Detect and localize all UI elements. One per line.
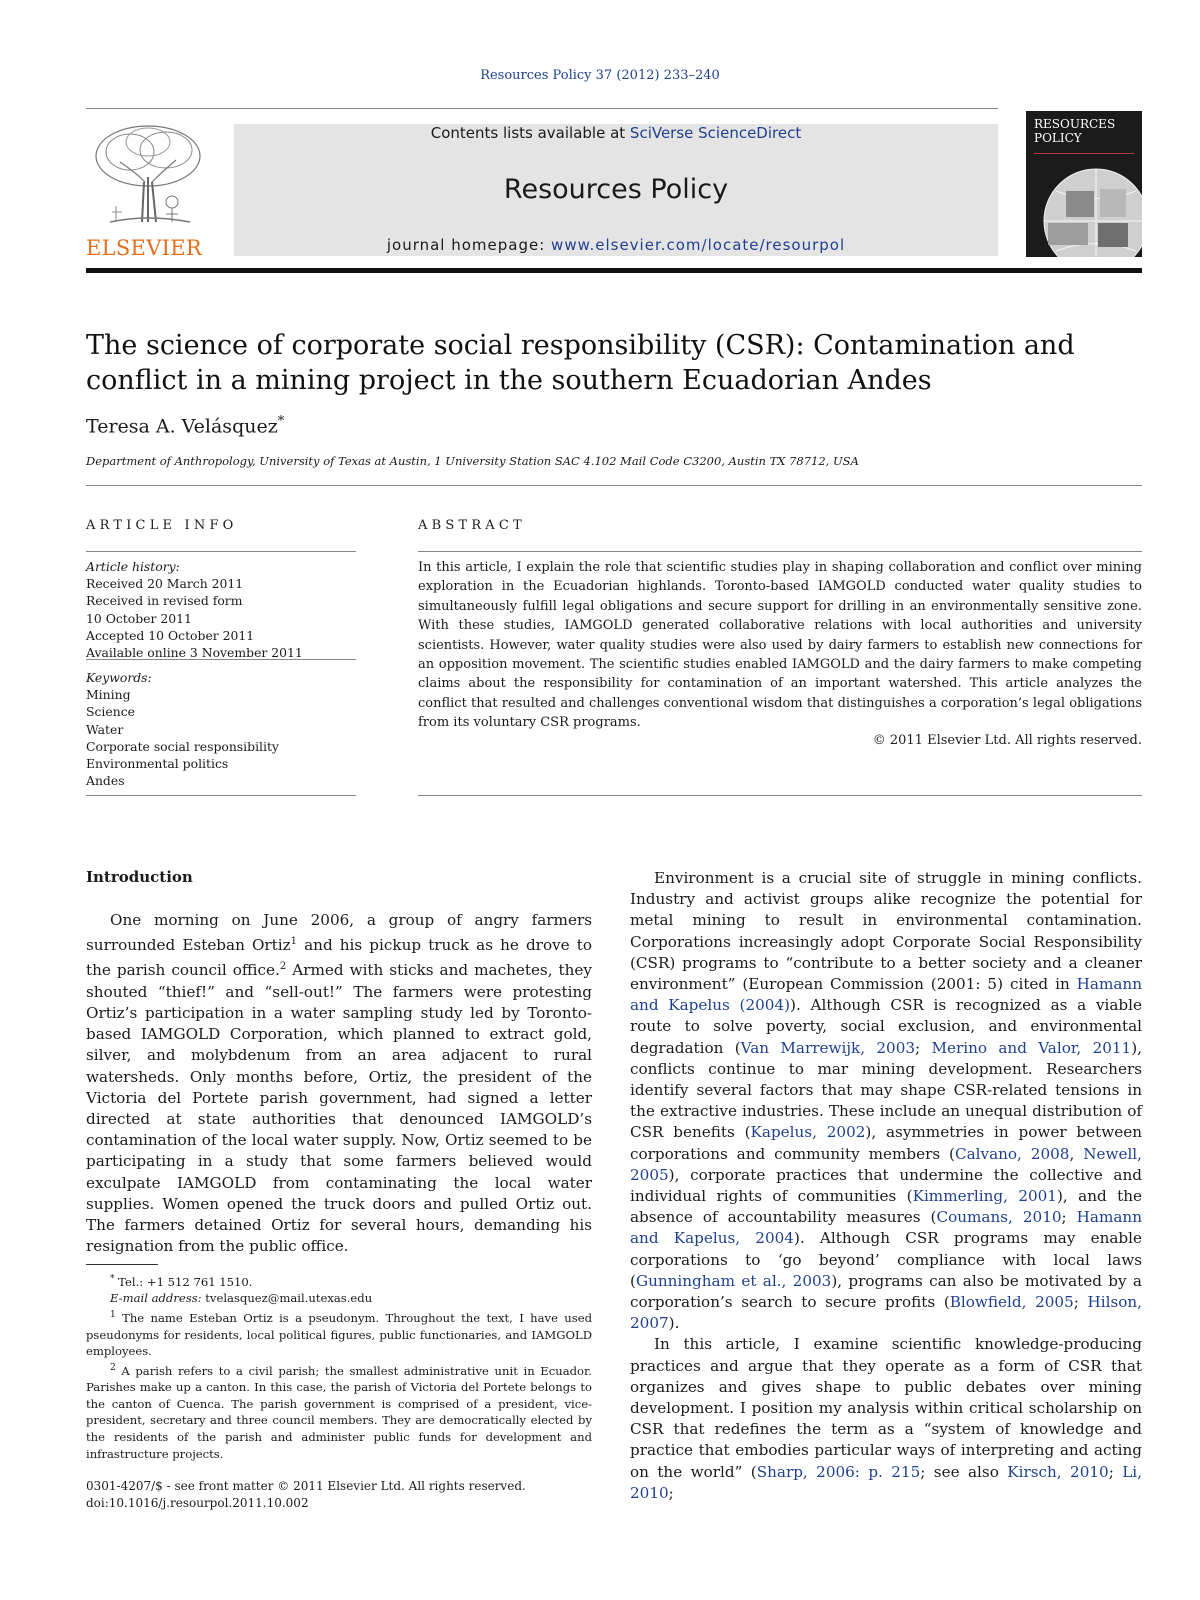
abstract-text: In this article, I explain the role that scientific studies play in shaping collaboration and conflict over mining exploration in the Ecuadorian highlands. Toronto-based IAMGOLD conducted water quality studies to simultaneously fulfill legal obligations and secure support for drilling in an environmentally sensitive zone. With these studies, IAMGOLD generated collaborative relations with local authorities and university scientists. However, water quality studies were also used by dairy farmers to establish new connections for an opposition movement. The scientific studies enabled IAMGOLD and the dairy farmers to make competing claims about the responsibility for contamination of an important watershed. This article analyzes the conflict that resulted and challenges conventional wisdom that distinguishes a corporation’s legal obligations from its voluntary CSR programs. [418,560,1142,731]
footnotes [86,1271,592,1462]
text-run: ), and the absence of accountability measures ( [630,1187,1142,1227]
homepage-link[interactable]: www.elsevier.com/locate/resourpol [551,236,846,254]
text-run: ; [1108,1462,1123,1481]
text-run: ), corporate practices that undermine the collective and individual rights of communities ( [630,1165,1142,1206]
citation-link[interactable]: Hamann and Kapelus, 2004 [630,1208,1142,1248]
header-rule [86,108,998,109]
history-item: Received in revised form [86,593,243,609]
abstract-copyright: © 2011 Elsevier Ltd. All rights reserved. [872,733,1142,748]
article-history [86,558,356,661]
cover-accent-line [1034,153,1134,154]
footnote-2 [86,1360,592,1462]
text-run: ). Although CSR is recognized as a viable route to solve poverty, social exclusion, and environmental degradation ( [630,996,1142,1057]
cover-title-line2: POLICY [1034,131,1082,145]
email-label: E-mail address: [110,1291,202,1306]
text-run: One morning on June 2006, a group of angry farmers surrounded Esteban Ortiz [86,911,592,955]
footnote-1-mark: 1 [110,1310,116,1321]
author-line [86,414,284,437]
journal-citation: Resources Policy 37 (2012) 233–240 [480,68,720,83]
article-info-bottom-rule [86,795,356,796]
tel-text: Tel.: +1 512 761 1510. [114,1274,253,1289]
paragraph [630,1334,1142,1504]
keyword: Water [86,721,124,737]
keyword: Corporate social responsibility [86,738,279,754]
article-info-divider [86,659,356,660]
history-label: Article history: [86,559,180,574]
abstract-rule [418,551,1142,552]
imprint-issn: 0301-4207/$ - see front matter © 2011 Elsevier Ltd. All rights reserved. [86,1479,526,1493]
footnote-email [86,1290,592,1307]
footnote-1 [86,1307,592,1360]
keywords-block [86,669,356,789]
history-item: Received 20 March 2011 [86,576,244,592]
email-address[interactable]: tvelasquez@mail.utexas.edu [201,1291,373,1306]
citation-link[interactable]: Kimmerling, 2001 [912,1187,1057,1206]
citation-link[interactable]: Newell, 2005 [630,1144,1142,1184]
body-left-column [86,910,592,1257]
elsevier-wordmark: ELSEVIER [86,236,202,260]
citation-link[interactable]: Merino and Valor, 2011 [931,1038,1132,1057]
footnote-rule [86,1264,158,1265]
text-run: In this article, I examine scientific knowledge-producing practices and argue that they operate as a form of CSR that organizes and gives shape to public debates over mining development. I position my analysis within critical scholarship on CSR that redefines the term as a “system of knowledge and practice that embodies particular ways of interpreting and acting on the world” ( [630,1335,1142,1481]
paragraph [630,868,1142,1334]
keywords-label: Keywords: [86,670,152,685]
article-info-heading: ARTICLE INFO [86,518,238,533]
text-run: and his pickup truck as he drove to the parish council office. [86,936,592,980]
footnote-2-mark: 2 [110,1362,116,1373]
citation-link[interactable]: Blowfield, 2005 [949,1293,1074,1312]
text-run: , [1069,1144,1084,1163]
text-run: ), asymmetries in power between corporations and community members ( [630,1123,1142,1163]
citation-link[interactable]: Hamann and Kapelus (2004) [630,975,1142,1015]
author-name[interactable]: Teresa A. Velásquez [86,415,278,438]
citation-link[interactable]: Hilson, 2007 [630,1293,1142,1333]
footnote-ref-2[interactable]: 2 [279,961,287,973]
homepage-line [234,236,998,254]
keyword: Environmental politics [86,756,229,772]
citation-link[interactable]: Coumans, 2010 [936,1208,1062,1227]
elsevier-logo[interactable] [86,122,210,260]
citation-link[interactable]: Sharp, 2006: p. 215 [756,1462,921,1481]
citation-link[interactable]: Van Marrewijk, 2003 [740,1038,916,1057]
journal-name: Resources Policy [503,174,729,205]
footnote-tel [86,1271,592,1290]
text-run: ; [668,1483,674,1502]
imprint [86,1478,526,1511]
text-run: ; see also [920,1462,1008,1481]
keyword: Mining [86,687,131,703]
cover-title [1034,117,1115,145]
text-run: ). Although CSR programs may enable corporations to ‘go beyond’ compliance with local laws ( [630,1229,1142,1290]
paragraph [86,910,592,1257]
history-item: Accepted 10 October 2011 [86,627,255,643]
text-run: Environment is a crucial site of struggle in mining conflicts. Industry and activist groups alike recognize the potential for metal mining to result in environmental contamination. Corporations increasingly adopt Corporate Social Responsibility (CSR) programs to “contribute to a better society and a cleaner environment” (European Commission (2001: 5) cited in [630,869,1142,994]
citation-link[interactable]: Calvano, 2008 [954,1144,1070,1163]
abstract-bottom-rule [418,795,1142,796]
citation-link[interactable]: Kapelus, 2002 [750,1123,866,1142]
text-run: ). [668,1314,680,1333]
keyword: Science [86,704,135,720]
history-item: Available online 3 November 2011 [86,645,303,661]
imprint-doi[interactable]: doi:10.1016/j.resourpol.2011.10.002 [86,1495,309,1510]
sciencedirect-link[interactable]: SciVerse ScienceDirect [629,124,802,142]
keyword: Andes [86,773,125,789]
text-run: ), conflicts continue to mar mining development. Researchers identify several factors that may shape CSR-related tensions in the extractive industries. These include an unequal distribution of CSR benefits ( [630,1038,1142,1142]
footnote-2-text: A parish refers to a civil parish; the smallest administrative unit in Ecuador. Parishes make up a canton. In this case, the parish of Victoria del Portete belongs to the canton of Cuenca. The parish government is comprised of a president, vice-president, secretary and three council members. They are democratically elected by the residents of the parish and administer public funds for development and infrastructure projects. [86,1363,592,1461]
footnote-1-text: The name Esteban Ortiz is a pseudonym. Throughout the text, I have used pseudonyms for residents, local political figures, public functionaries, and IAMGOLD employees. [86,1310,592,1359]
text-run: ; [1073,1293,1088,1312]
author-footnote-mark[interactable]: * [277,414,285,429]
contents-line [234,124,998,142]
citation-link[interactable]: Gunningham et al., 2003 [635,1271,832,1290]
section-title: Introduction [86,868,193,886]
body-right-column [630,868,1142,1504]
text-run: ), programs can also be motivated by a corporation’s search to secure profits ( [630,1271,1142,1312]
header-thick-rule [86,268,1142,273]
text-run: ; [915,1038,932,1057]
footnote-star-mark: * [110,1274,115,1284]
footnote-ref-1[interactable]: 1 [290,936,298,948]
citation-link[interactable]: Li, 2010 [630,1462,1142,1502]
history-item: 10 October 2011 [86,610,192,626]
citation-link[interactable]: Kirsch, 2010 [1007,1462,1109,1481]
text-run: ; [1061,1208,1077,1227]
text-run: Armed with sticks and machetes, they shouted “thief!” and “sell-out!” The farmers were protesting Ortiz’s participation in a water sampling study led by Toronto-based IAMGOLD Corporation, which planned to extract gold, silver, and molybdenum from an area adjacent to rural watersheds. Only months before, Ortiz, the president of the Victoria del Portete parish government, had signed a letter directed at state authorities that denounced IAMGOLD’s contamination of the local water supply. Now, Ortiz seemed to be participating in a study that some farmers believed would exculpate IAMGOLD from contaminating the local water supplies. Women opened the truck doors and pulled Ortiz out. The farmers detained Ortiz for several hours, demanding his resignation from the public office. [86,961,592,1256]
article-title: The science of corporate social responsibility (CSR): Contamination and conflict in a mining project in the southern Ecuadorian Andes [86,330,1075,396]
journal-cover-thumbnail[interactable] [1026,111,1142,257]
abstract-heading: ABSTRACT [418,518,526,533]
homepage-prefix: journal homepage: [386,236,552,254]
title-rule [86,485,1142,486]
elsevier-tree-icon [90,122,206,232]
journal-banner [234,124,998,256]
cover-title-line1: RESOURCES [1034,117,1116,131]
author-affiliation: Department of Anthropology, University of Texas at Austin, 1 University Station SAC 4.102 Mail Code C3200, Austin TX 78712, USA [86,454,859,468]
contents-prefix: Contents lists available at [430,124,630,142]
cover-globe-image [1026,161,1142,257]
article-info-rule [86,551,356,552]
